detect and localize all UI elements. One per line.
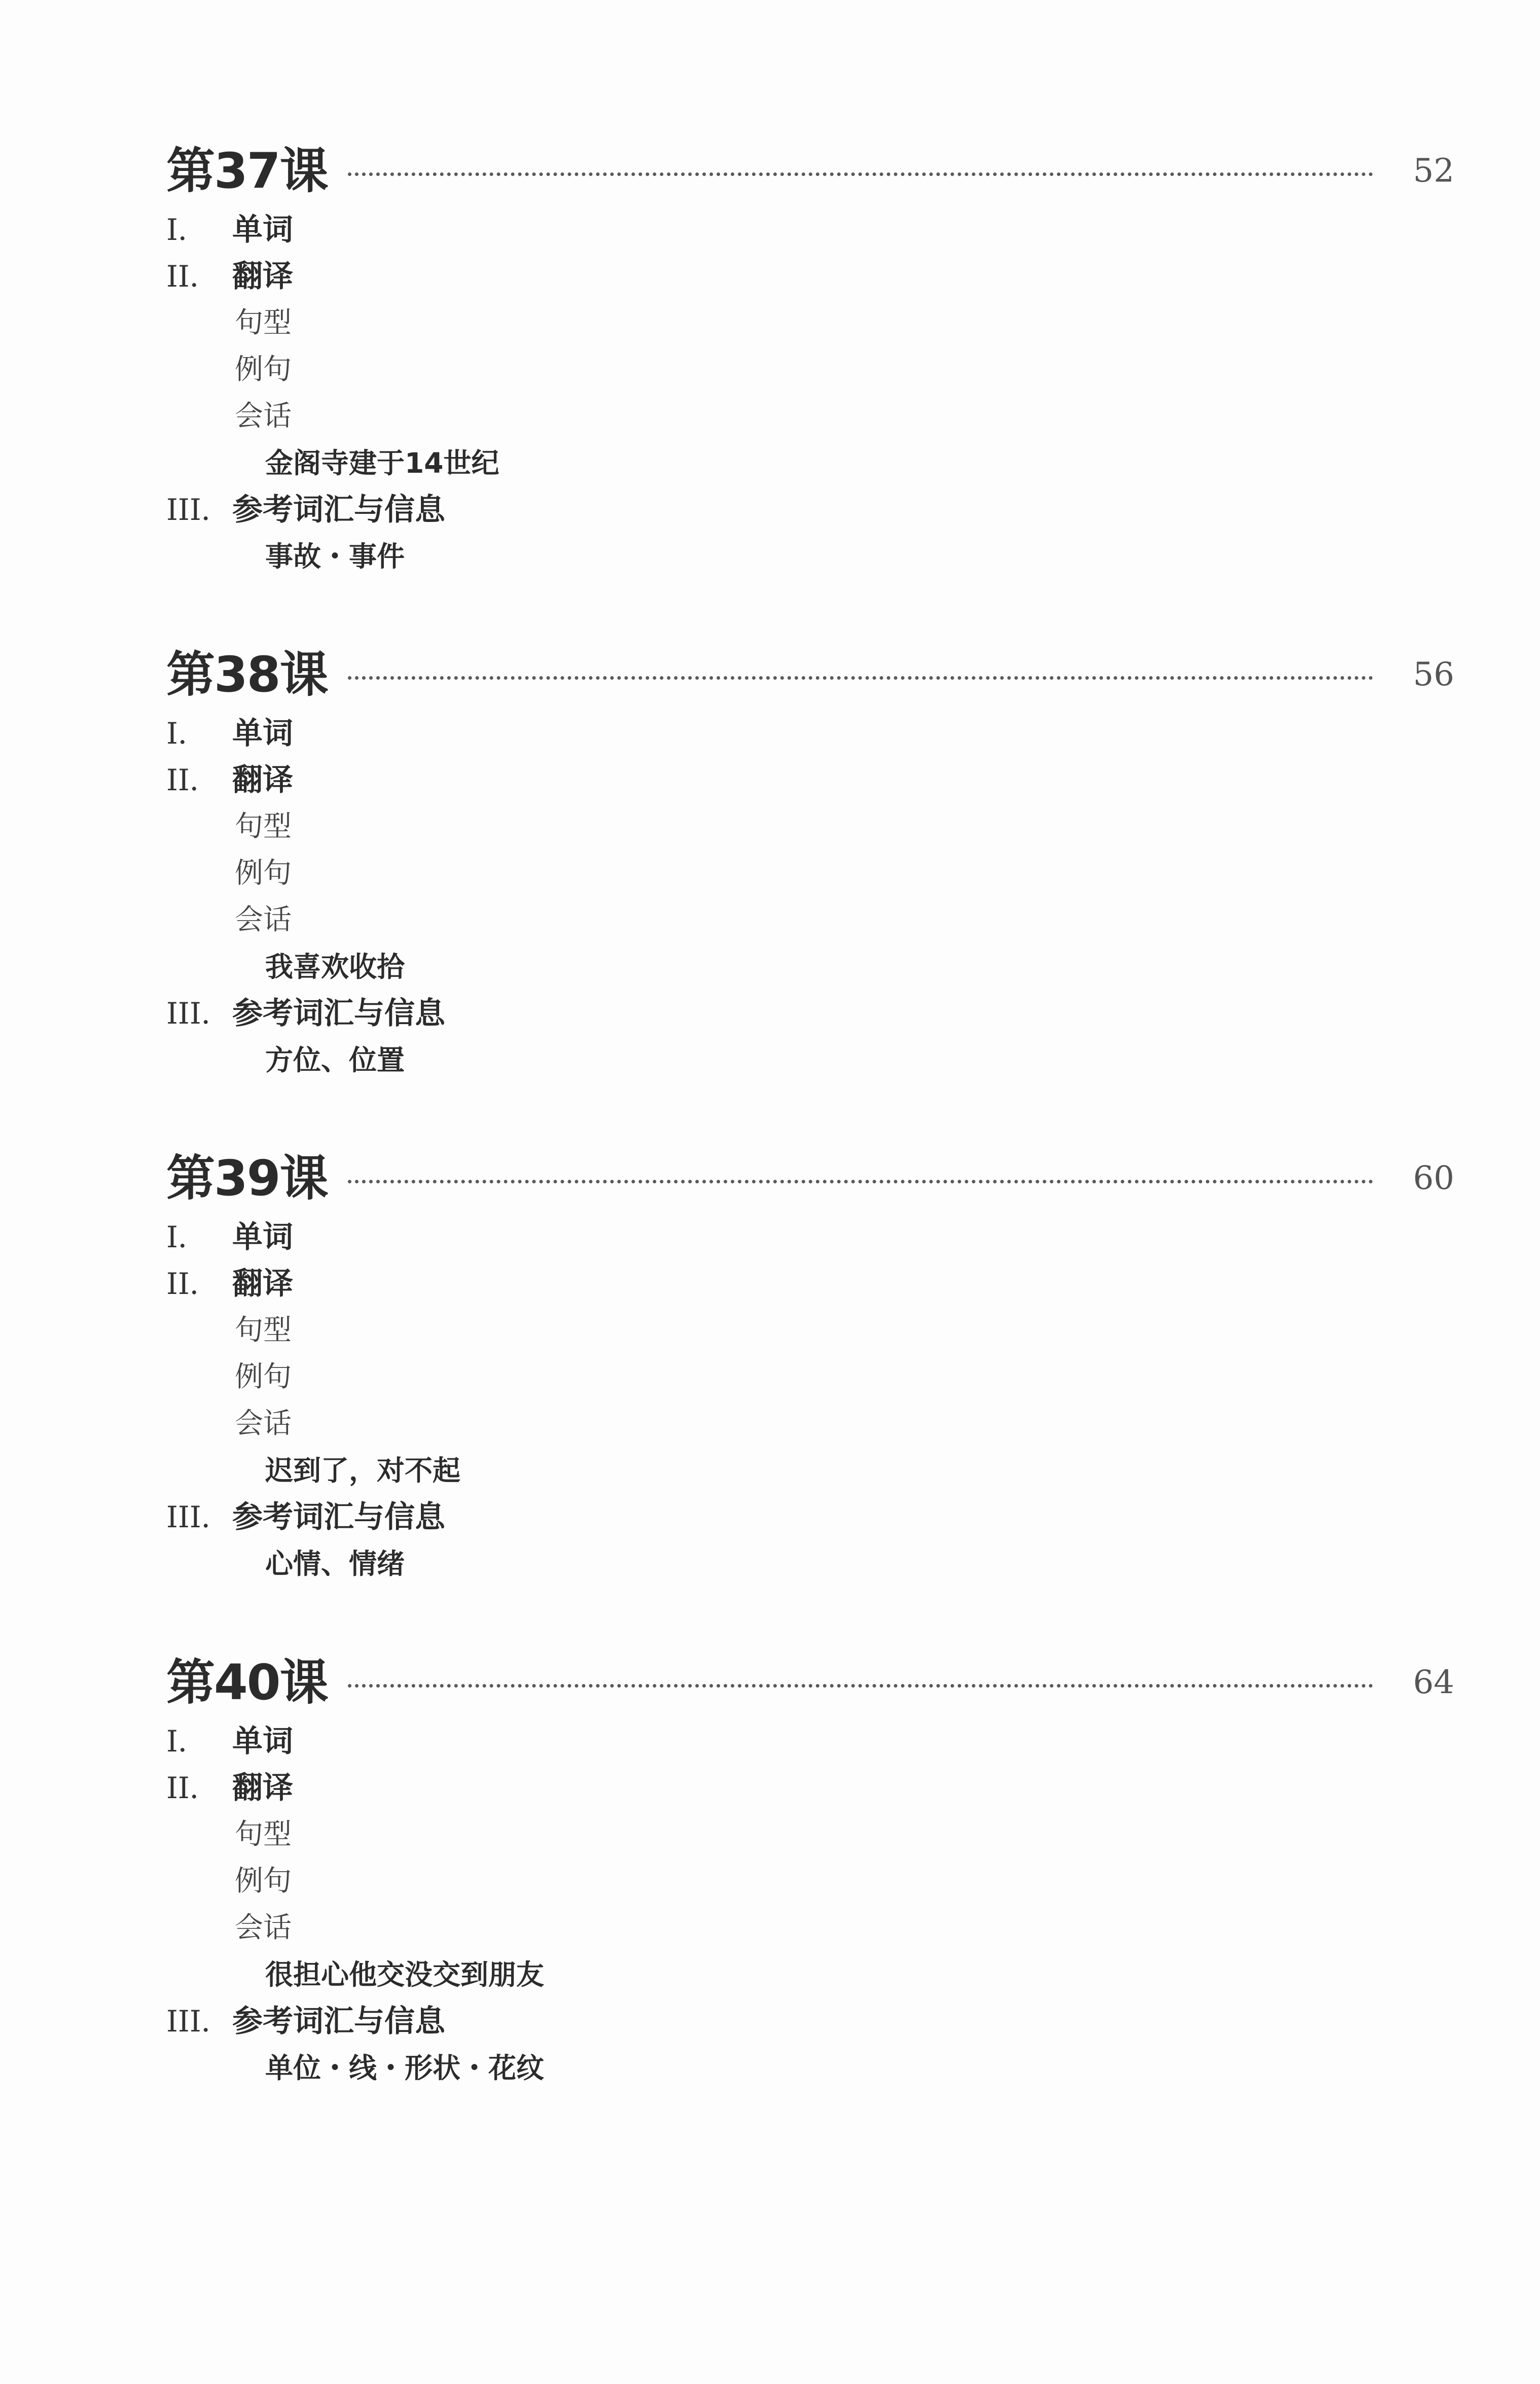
- toc-entry-reference-topic[interactable]: [166, 1034, 1454, 1081]
- toc-entry-words[interactable]: [166, 708, 1454, 754]
- toc-entry-dialogue-title[interactable]: [166, 1949, 1454, 1995]
- page-number: 64: [1413, 1664, 1454, 1701]
- toc-entry-reference[interactable]: [166, 484, 1454, 531]
- lesson-title: 第40课: [166, 1654, 328, 1711]
- roman-numeral: II．: [166, 1771, 219, 1805]
- reference-topic: 单位・线・形状・花纹: [265, 2051, 545, 2084]
- section-label: 翻译: [232, 762, 293, 798]
- dialogue-title: 很担心他交没交到朋友: [265, 1958, 545, 1991]
- dot-leader: [348, 1180, 1373, 1183]
- toc-entry-translation[interactable]: [166, 1258, 1454, 1305]
- roman-numeral: I．: [166, 213, 207, 247]
- dialogue-title: 我喜欢收拾: [265, 950, 405, 983]
- roman-numeral: I．: [166, 1220, 207, 1254]
- toc-entry-words[interactable]: [166, 1211, 1454, 1258]
- toc-entry-conversation[interactable]: [166, 1398, 1454, 1445]
- toc-entry-dialogue-title[interactable]: [166, 941, 1454, 988]
- dialogue-title: 金阁寺建于14世纪: [265, 446, 499, 479]
- toc-entry-conversation[interactable]: [166, 1902, 1454, 1949]
- subsection-label: 句型: [235, 306, 292, 339]
- section-label: 参考词汇与信息: [232, 492, 445, 528]
- reference-topic: 事故・事件: [265, 540, 405, 573]
- toc-entry-conversation[interactable]: [166, 391, 1454, 437]
- subsection-label: 会话: [235, 1911, 292, 1944]
- toc-entry-reference[interactable]: [166, 988, 1454, 1034]
- section-label: 参考词汇与信息: [232, 1499, 445, 1535]
- dot-leader: [348, 172, 1373, 176]
- roman-numeral: II．: [166, 259, 219, 294]
- toc-entry-reference-topic[interactable]: [166, 2042, 1454, 2089]
- subsection-label: 例句: [235, 857, 292, 890]
- subsection-label: 例句: [235, 1360, 292, 1393]
- section-label: 单词: [232, 716, 293, 751]
- subsection-label: 句型: [235, 810, 292, 843]
- subsection-label: 会话: [235, 400, 292, 433]
- toc-entry-example-sentences[interactable]: [166, 1855, 1454, 1902]
- toc-entry-sentence-patterns[interactable]: [166, 801, 1454, 848]
- section-label: 翻译: [232, 1770, 293, 1806]
- toc-entry-sentence-patterns[interactable]: [166, 1305, 1454, 1351]
- lesson-title: 第38课: [166, 646, 328, 703]
- page-number: 56: [1413, 656, 1454, 693]
- subsection-label: 例句: [235, 1865, 292, 1898]
- lesson-header[interactable]: [166, 138, 1454, 204]
- lesson-header[interactable]: [166, 1145, 1454, 1211]
- toc-entry-reference[interactable]: [166, 1491, 1454, 1538]
- section-label: 单词: [232, 1219, 293, 1255]
- subsection-label: 例句: [235, 353, 292, 386]
- toc-entry-translation[interactable]: [166, 1762, 1454, 1809]
- roman-numeral: II．: [166, 763, 219, 797]
- toc-entry-conversation[interactable]: [166, 894, 1454, 941]
- toc-entry-example-sentences[interactable]: [166, 848, 1454, 894]
- toc-entry-dialogue-title[interactable]: [166, 437, 1454, 484]
- roman-numeral: III．: [166, 1500, 231, 1534]
- dot-leader: [348, 1684, 1373, 1688]
- page-number: 52: [1413, 152, 1454, 190]
- toc-entry-dialogue-title[interactable]: [166, 1445, 1454, 1491]
- lesson-37: [166, 138, 1454, 577]
- lesson-title: 第37课: [166, 143, 328, 199]
- roman-numeral: III．: [166, 493, 231, 527]
- subsection-label: 句型: [235, 1818, 292, 1851]
- dialogue-title: 迟到了，对不起: [265, 1454, 461, 1487]
- lesson-header[interactable]: [166, 1650, 1454, 1715]
- toc-entry-sentence-patterns[interactable]: [166, 1809, 1454, 1855]
- lesson-title: 第39课: [166, 1150, 328, 1207]
- toc-entry-words[interactable]: [166, 204, 1454, 251]
- subsection-label: 句型: [235, 1314, 292, 1347]
- toc-entry-reference-topic[interactable]: [166, 1538, 1454, 1585]
- toc-entry-translation[interactable]: [166, 251, 1454, 297]
- section-label: 参考词汇与信息: [232, 996, 445, 1031]
- lesson-header[interactable]: [166, 642, 1454, 708]
- toc-entry-sentence-patterns[interactable]: [166, 297, 1454, 344]
- section-label: 单词: [232, 212, 293, 248]
- section-label: 翻译: [232, 1266, 293, 1302]
- lesson-39: [166, 1145, 1454, 1585]
- toc-entry-reference[interactable]: [166, 1995, 1454, 2042]
- subsection-label: 会话: [235, 903, 292, 936]
- roman-numeral: III．: [166, 996, 231, 1031]
- reference-topic: 心情、情绪: [265, 1547, 405, 1580]
- dot-leader: [348, 676, 1373, 680]
- lesson-40: [166, 1650, 1454, 2089]
- page-number: 60: [1413, 1160, 1454, 1197]
- section-label: 单词: [232, 1724, 293, 1759]
- roman-numeral: II．: [166, 1267, 219, 1301]
- toc-entry-words[interactable]: [166, 1715, 1454, 1762]
- toc-entry-reference-topic[interactable]: [166, 531, 1454, 577]
- toc-entry-example-sentences[interactable]: [166, 1351, 1454, 1398]
- roman-numeral: III．: [166, 2004, 231, 2039]
- section-label: 参考词汇与信息: [232, 2004, 445, 2039]
- reference-topic: 方位、位置: [265, 1043, 405, 1076]
- roman-numeral: I．: [166, 716, 207, 751]
- lesson-38: [166, 642, 1454, 1081]
- toc-entry-example-sentences[interactable]: [166, 344, 1454, 391]
- toc-entry-translation[interactable]: [166, 754, 1454, 801]
- subsection-label: 会话: [235, 1407, 292, 1440]
- section-label: 翻译: [232, 259, 293, 294]
- roman-numeral: I．: [166, 1724, 207, 1759]
